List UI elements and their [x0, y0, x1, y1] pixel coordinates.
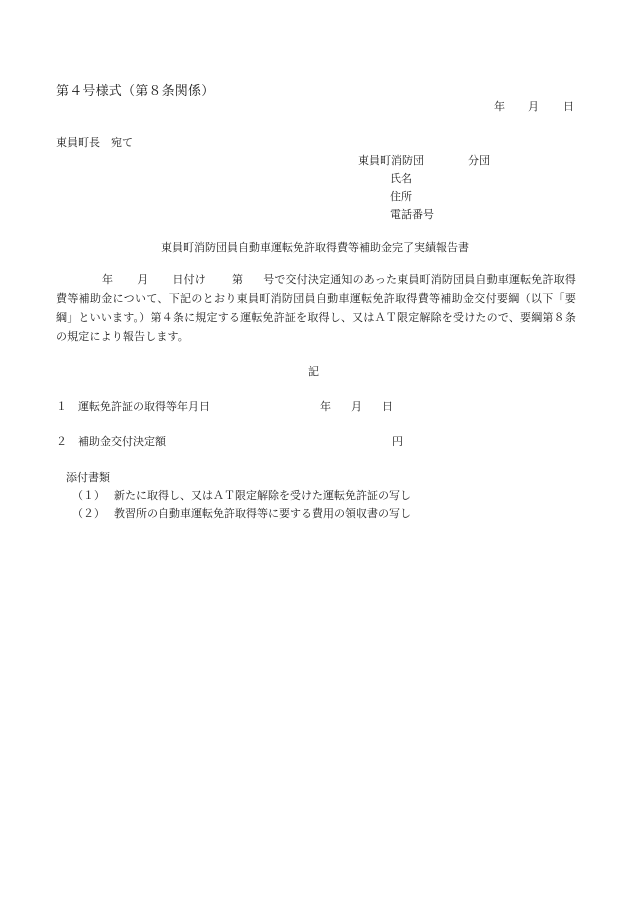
form-number: 第４号様式（第８条関係）	[56, 84, 215, 99]
report-date	[494, 98, 574, 114]
attachment-item	[72, 487, 411, 503]
item-label: 補助金交付決定額	[78, 435, 166, 448]
item-license-date-value	[320, 398, 393, 414]
item-number: ２	[56, 435, 67, 448]
report-body	[56, 270, 576, 346]
attachments-heading: 添付書類	[66, 471, 110, 484]
attachment-item	[72, 505, 411, 521]
body-year: 年	[102, 273, 114, 286]
body-date-suffix: 日付け	[172, 273, 206, 286]
sender-branch: 分団	[468, 154, 490, 167]
item-day-label: 日	[382, 400, 393, 413]
addressee: 東員町長 宛て	[56, 136, 133, 149]
attachment-index: （２）	[72, 507, 105, 520]
item-license-date	[56, 398, 210, 414]
ki-heading: 記	[308, 365, 319, 378]
date-month-label: 月	[528, 100, 539, 113]
sender-phone-label: 電話番号	[390, 208, 434, 221]
document-title: 東員町消防団員自動車運転免許取得費等補助金完了実績報告書	[161, 241, 469, 254]
body-line1: 号で交付決定通知のあった東員町消防団員自動車運転免許	[263, 273, 554, 286]
body-month: 月	[137, 273, 149, 286]
sender-unit: 東員町消防団	[358, 154, 424, 167]
sender-unit-line	[358, 152, 490, 168]
body-dai: 第	[231, 273, 244, 286]
date-year-label: 年	[494, 100, 505, 113]
item-number: １	[56, 400, 67, 413]
body-rest: 取得費等補助金について、下記のとおり東員町消防団員自動車運転免許取得費等補助金交付要綱（以下「要綱」といいます。）第４条に規定する運転免許証を取得し、又はＡＴ限定解除を受けたので、要綱第８条の規定により報告します。	[56, 273, 576, 343]
attachment-index: （１）	[72, 489, 105, 502]
item-month-label: 月	[351, 400, 362, 413]
attachment-text: 新たに取得し、又はＡＴ限定解除を受けた運転免許証の写し	[114, 489, 411, 502]
attachment-text: 教習所の自動車運転免許取得等に要する費用の領収書の写し	[114, 507, 411, 520]
sender-address-label: 住所	[390, 190, 412, 203]
item-label: 運転免許証の取得等年月日	[78, 400, 210, 413]
item-yen-unit: 円	[392, 435, 403, 448]
item-year-label: 年	[320, 400, 331, 413]
item-subsidy-amount	[56, 433, 166, 449]
sender-name-label: 氏名	[390, 172, 412, 185]
date-day-label: 日	[563, 100, 574, 113]
